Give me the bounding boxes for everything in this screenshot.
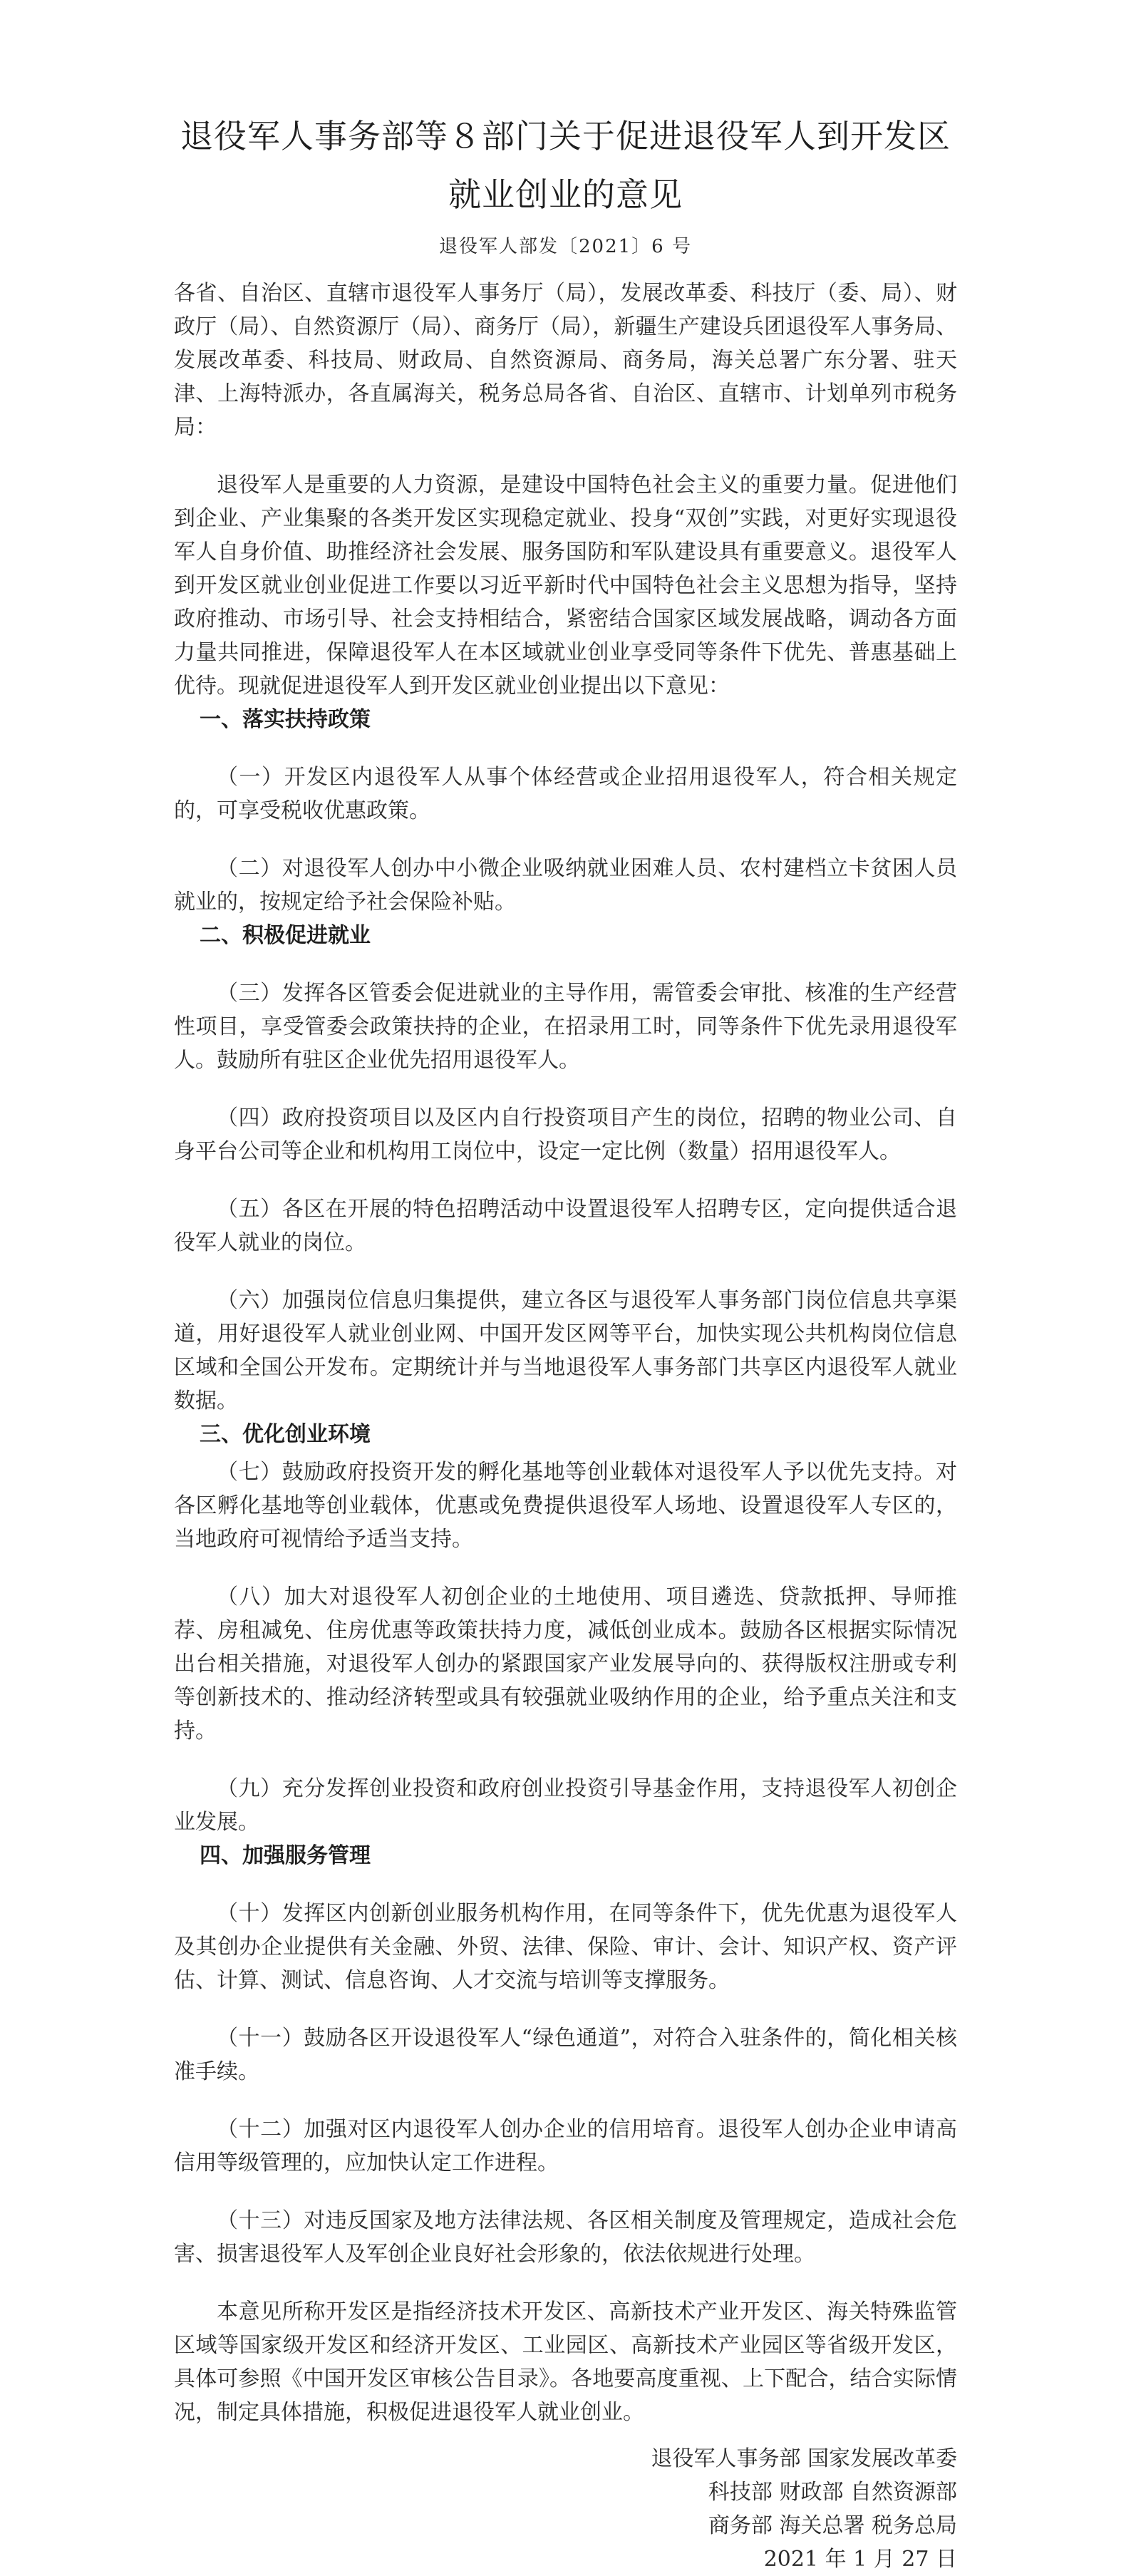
paragraph-2: （二）对退役军人创办中小微企业吸纳就业困难人员、农村建档立卡贫困人员就业的，按规定给予社会保险补贴。 (174, 856, 957, 915)
section-heading-2: 二、积极促进就业 (200, 923, 371, 948)
paragraph-5: （五）各区在开展的特色招聘活动中设置退役军人招聘专区，定向提供适合退役军人就业的岗位。 (174, 1197, 957, 1255)
intro-paragraph: 退役军人是重要的人力资源，是建设中国特色社会主义的重要力量。促进他们到企业、产业集聚的各类开发区实现稳定就业、投身“双创”实践，对更好实现退役军人自身价值、助推经济社会发展、服务国防和军队建设具有重要意义。退役军人到开发区就业创业促进工作要以习近平新时代中国特色社会主义思想为指导，坚持政府推动、市场引导、社会支持相结合，紧密结合国家区域发展战略，调动各方面力量共同推进，保障退役军人在本区域就业创业享受同等条件下优先、普惠基础上优待。现就促进退役军人到开发区就业创业提出以下意见： (174, 473, 957, 699)
section-heading-4: 四、加强服务管理 (200, 1843, 371, 1868)
title-line-1: 退役军人事务部等８部门关于促进退役军人到开发区 (180, 117, 951, 155)
document-number: 退役军人部发〔2021〕6 号 (439, 236, 692, 257)
paragraph-9: （九）充分发挥创业投资和政府创业投资引导基金作用，支持退役军人初创企业发展。 (174, 1776, 957, 1835)
paragraph-1: （一）开发区内退役军人从事个体经营或企业招用退役军人，符合相关规定的，可享受税收优惠政策。 (174, 765, 957, 823)
signature-block (174, 2442, 957, 2576)
document-title (174, 0, 957, 224)
paragraph-10: （十）发挥区内创新创业服务机构作用，在同等条件下，优先优惠为退役军人及其创办企业提供有关金融、外贸、法律、保险、审计、会计、知识产权、资产评估、计算、测试、信息咨询、人才交流与培训等支撑服务。 (174, 1901, 957, 1993)
signature-line-2: 科技部 财政部 自然资源部 (708, 2480, 957, 2505)
section-heading-3: 三、优化创业环境 (200, 1422, 371, 1447)
signature-line-1: 退役军人事务部 国家发展改革委 (651, 2446, 957, 2471)
closing-paragraph: 本意见所称开发区是指经济技术开发区、高新技术产业开发区、海关特殊监管区域等国家级开发区和经济开发区、工业园区、高新技术产业园区等省级开发区，具体可参照《中国开发区审核公告目录》。各地要高度重视、上下配合，结合实际情况，制定具体措施，积极促进退役军人就业创业。 (174, 2299, 957, 2425)
paragraph-6: （六）加强岗位信息归集提供，建立各区与退役军人事务部门岗位信息共享渠道，用好退役军人就业创业网、中国开发区网等平台，加快实现公共机构岗位信息区域和全国公开发布。定期统计并与当地退役军人事务部门共享区内退役军人就业数据。 (174, 1288, 957, 1413)
paragraph-4: （四）政府投资项目以及区内自行投资项目产生的岗位，招聘的物业公司、自身平台公司等企业和机构用工岗位中，设定一定比例（数量）招用退役军人。 (174, 1106, 957, 1164)
addressee: 各省、自治区、直辖市退役军人事务厅（局），发展改革委、科技厅（委、局）、财政厅（局）、自然资源厅（局）、商务厅（局），新疆生产建设兵团退役军人事务局、发展改革委、科技局、财政局、自然资源局、商务局，海关总署广东分署、驻天津、上海特派办，各直属海关，税务总局各省、自治区、直辖市、计划单列市税务局： (174, 281, 957, 440)
paragraph-12: （十二）加强对区内退役军人创办企业的信用培育。退役军人创办企业申请高信用等级管理的，应加快认定工作进程。 (174, 2117, 957, 2175)
paragraph-3: （三）发挥各区管委会促进就业的主导作用，需管委会审批、核准的生产经营性项目，享受管委会政策扶持的企业，在招录用工时，同等条件下优先录用退役军人。鼓励所有驻区企业优先招用退役军人。 (174, 981, 957, 1073)
paragraph-13: （十三）对违反国家及地方法律法规、各区相关制度及管理规定，造成社会危害、损害退役军人及军创企业良好社会形象的，依法依规进行处理。 (174, 2208, 957, 2267)
signature-date: 2021 年 1 月 27 日 (763, 2547, 957, 2572)
title-line-2: 就业创业的意见 (448, 175, 683, 214)
paragraph-8: （八）加大对退役军人初创企业的土地使用、项目遴选、贷款抵押、导师推荐、房租减免、住房优惠等政策扶持力度，减低创业成本。鼓励各区根据实际情况出台相关措施，对退役军人创办的紧跟国家产业发展导向的、获得版权注册或专利等创新技术的、推动经济转型或具有较强就业吸纳作用的企业，给予重点关注和支持。 (174, 1585, 957, 1743)
paragraph-7: （七）鼓励政府投资开发的孵化基地等创业载体对退役军人予以优先支持。对各区孵化基地等创业载体，优惠或免费提供退役军人场地、设置退役军人专区的，当地政府可视情给予适当支持。 (174, 1460, 957, 1552)
section-heading-1: 一、落实扶持政策 (200, 707, 371, 732)
signature-line-3: 商务部 海关总署 税务总局 (708, 2513, 957, 2538)
paragraph-11: （十一）鼓励各区开设退役军人“绿色通道”，对符合入驻条件的，简化相关核准手续。 (174, 2026, 957, 2084)
